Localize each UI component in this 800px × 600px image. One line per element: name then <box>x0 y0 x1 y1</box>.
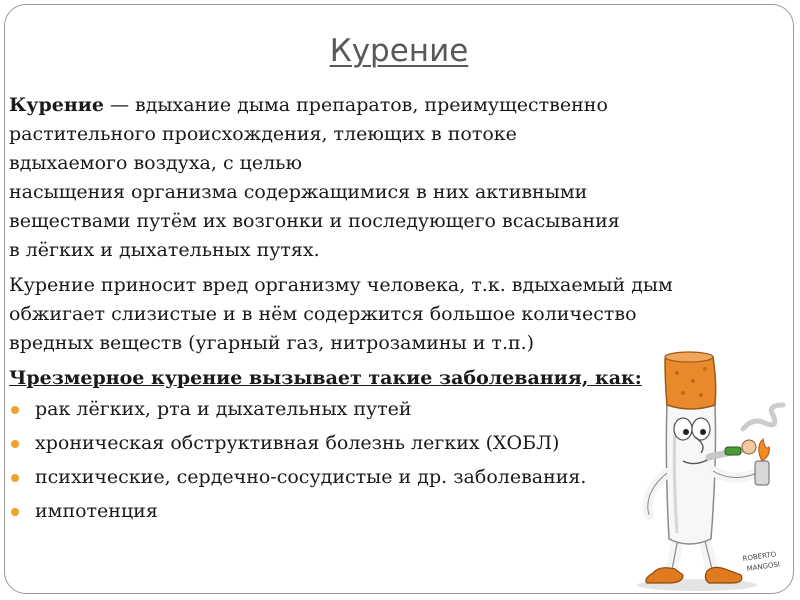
list-item <box>9 429 699 458</box>
harm-line-3: вредных веществ (угарный газ, нитрозамины и т.п.) <box>9 332 535 354</box>
bullet-dot-icon <box>11 474 19 482</box>
list-item-text: психические, сердечно-сосудистые и др. заболевания. <box>35 466 587 488</box>
list-item-text: импотенция <box>35 500 158 522</box>
bullet-dot-icon <box>11 508 19 516</box>
cigarette-character-illustration <box>613 343 794 594</box>
slide <box>4 4 794 594</box>
list-item <box>9 463 699 492</box>
definition-line-5: веществами путём их возгонки и последующего всасывания <box>9 210 620 232</box>
definition-line-4: насыщения организма содержащимися в них активными <box>9 181 588 203</box>
harm-paragraph <box>9 271 699 358</box>
harm-line-1: Курение приносит вред организму человека, т.к. вдыхаемый дым <box>9 274 673 296</box>
list-item <box>9 497 699 526</box>
svg-text:MANGOSI: MANGOSI <box>746 560 781 573</box>
slide-title: Курение <box>329 33 469 69</box>
diseases-list <box>9 395 699 526</box>
bullet-dot-icon <box>11 406 19 414</box>
definition-term: Курение <box>9 94 104 116</box>
svg-text:ROBERTO: ROBERTO <box>742 550 777 563</box>
harm-line-2: обжигает слизистые и в нём содержится большое количество <box>9 303 637 325</box>
definition-line-3: вдыхаемого воздуха, с целью <box>9 152 303 174</box>
bullet-dot-icon <box>11 440 19 448</box>
list-item-text: хроническая обструктивная болезнь легких (ХОБЛ) <box>35 432 560 454</box>
definition-paragraph <box>9 91 699 265</box>
definition-text-1: — вдыхание дыма препаратов, преимущественно <box>103 94 608 116</box>
list-item <box>9 395 699 424</box>
list-item-text: рак лёгких, рта и дыхательных путей <box>35 398 412 420</box>
slide-body <box>9 91 699 531</box>
definition-line-1 <box>9 91 699 120</box>
definition-line-6: в лёгких и дыхательных путях. <box>9 239 320 261</box>
diseases-heading: Чрезмерное курение вызывает такие заболевания, как: <box>9 367 642 389</box>
definition-line-2: растительного происхождения, тлеющих в потоке <box>9 123 517 145</box>
